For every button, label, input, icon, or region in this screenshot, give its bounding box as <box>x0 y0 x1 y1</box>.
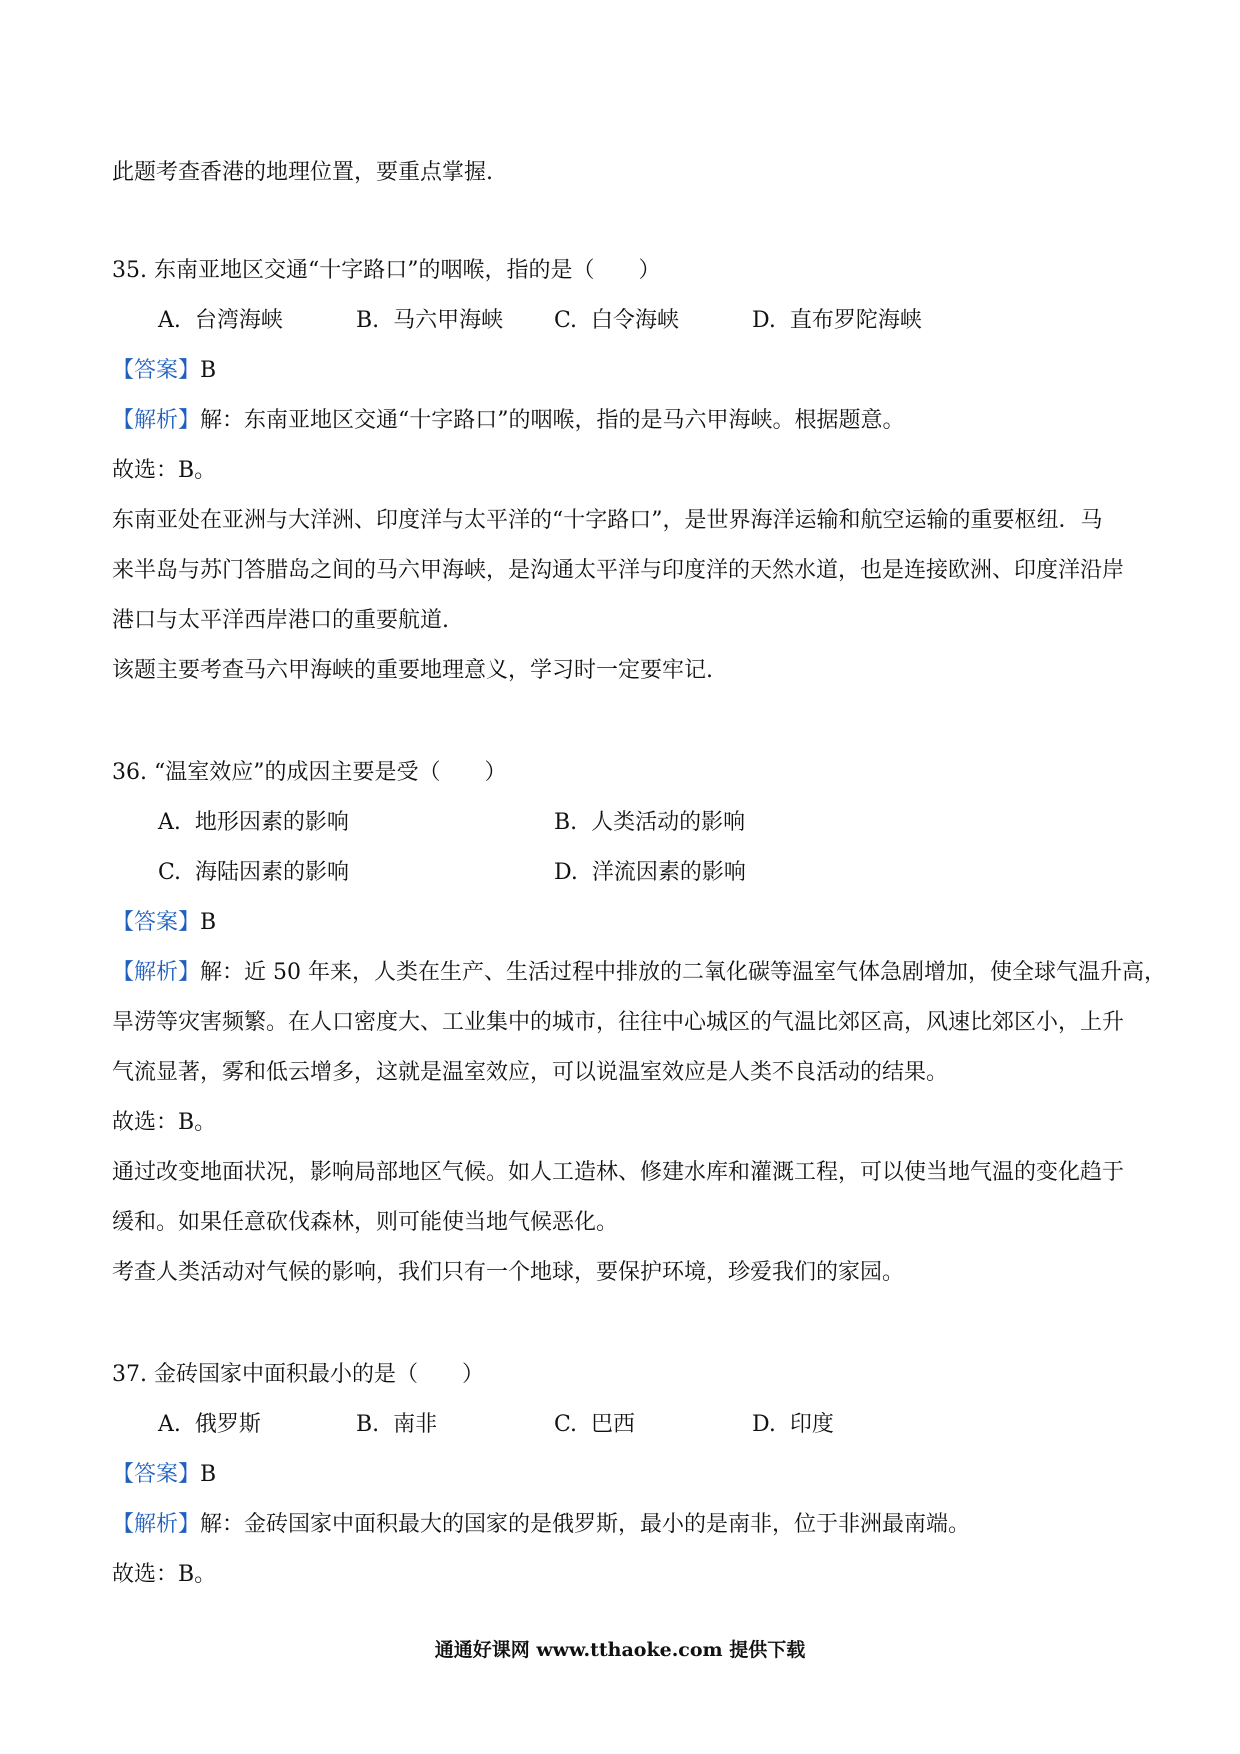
q36-choice: 故选：B。 <box>112 1110 217 1135</box>
analysis-text: 解：近 50 年来，人类在生产、生活过程中排放的二氧化碳等温室气体急剧增加，使全球气温升高， <box>200 960 1166 985</box>
q36-answer <box>112 908 216 938</box>
q36-option-a: A. 地形因素的影响 <box>158 810 349 835</box>
question-text: 金砖国家中面积最小的是（ ） <box>154 1362 485 1387</box>
question-36-stem <box>112 758 507 788</box>
q37-option-d: D. 印度 <box>752 1412 834 1437</box>
q35-explain-line: 港口与太平洋西岸港口的重要航道. <box>112 608 449 633</box>
q36-analysis <box>112 958 1166 988</box>
q35-explain-line: 来半岛与苏门答腊岛之间的马六甲海峡，是沟通太平洋与印度洋的天然水道，也是连接欧洲、印度洋沿岸 <box>112 558 1125 583</box>
q36-explain-line: 通过改变地面状况，影响局部地区气候。如人工造林、修建水库和灌溉工程，可以使当地气温的变化趋于 <box>112 1160 1125 1185</box>
analysis-text: 解：金砖国家中面积最大的国家的是俄罗斯，最小的是南非，位于非洲最南端。 <box>200 1512 971 1537</box>
q36-explain-line: 缓和。如果任意砍伐森林，则可能使当地气候恶化。 <box>112 1210 619 1235</box>
q36-analysis-line: 气流显著，雾和低云增多，这就是温室效应，可以说温室效应是人类不良活动的结果。 <box>112 1060 949 1085</box>
q37-choice: 故选：B。 <box>112 1562 217 1587</box>
q36-summary: 考查人类活动对气候的影响，我们只有一个地球，要保护环境，珍爱我们的家园。 <box>112 1260 905 1285</box>
page-footer: 通通好课网 www.tthaoke.com 提供下载 <box>434 1639 806 1661</box>
q36-analysis-line: 旱涝等灾害频繁。在人口密度大、工业集中的城市，往往中心城区的气温比郊区高，风速比郊区小，上升 <box>112 1010 1125 1035</box>
q37-analysis <box>112 1510 970 1540</box>
q35-summary: 该题主要考查马六甲海峡的重要地理意义，学习时一定要牢记. <box>112 658 713 683</box>
answer-value: B <box>200 910 217 935</box>
analysis-text: 解：东南亚地区交通“十字路口”的咽喉，指的是马六甲海峡。根据题意。 <box>200 408 905 433</box>
question-text: 东南亚地区交通“十字路口”的咽喉，指的是（ ） <box>154 258 661 283</box>
q35-option-d: D. 直布罗陀海峡 <box>752 308 922 333</box>
q36-option-c: C. 海陆因素的影响 <box>158 860 350 885</box>
question-number: 36. <box>112 760 147 785</box>
q35-option-c: C. 白令海峡 <box>554 308 680 333</box>
answer-value: B <box>200 1462 217 1487</box>
q37-option-a: A. 俄罗斯 <box>158 1412 261 1437</box>
question-37-stem <box>112 1360 484 1390</box>
q35-answer <box>112 356 216 386</box>
question-number: 35. <box>112 258 147 283</box>
q36-option-d: D. 洋流因素的影响 <box>554 860 746 885</box>
q37-answer <box>112 1460 216 1490</box>
intro-note: 此题考查香港的地理位置，要重点掌握. <box>112 160 493 185</box>
question-number: 37. <box>112 1362 147 1387</box>
q35-option-b: B. 马六甲海峡 <box>356 308 504 333</box>
analysis-tag: 【解析】 <box>112 408 201 433</box>
analysis-tag: 【解析】 <box>112 1512 201 1537</box>
question-35-stem <box>112 256 661 286</box>
answer-tag: 【答案】 <box>112 910 201 935</box>
answer-value: B <box>200 358 217 383</box>
question-text: “温室效应”的成因主要是受（ ） <box>154 760 507 785</box>
q35-explain-line: 东南亚处在亚洲与大洋洲、印度洋与太平洋的“十字路口”，是世界海洋运输和航空运输的重要枢纽．马 <box>112 508 1103 533</box>
q35-option-a: A. 台湾海峡 <box>158 308 283 333</box>
q35-analysis <box>112 406 905 436</box>
analysis-tag: 【解析】 <box>112 960 201 985</box>
q37-option-b: B. 南非 <box>356 1412 438 1437</box>
q35-choice: 故选：B。 <box>112 458 217 483</box>
answer-tag: 【答案】 <box>112 1462 201 1487</box>
answer-tag: 【答案】 <box>112 358 201 383</box>
q36-option-b: B. 人类活动的影响 <box>554 810 746 835</box>
q37-option-c: C. 巴西 <box>554 1412 636 1437</box>
